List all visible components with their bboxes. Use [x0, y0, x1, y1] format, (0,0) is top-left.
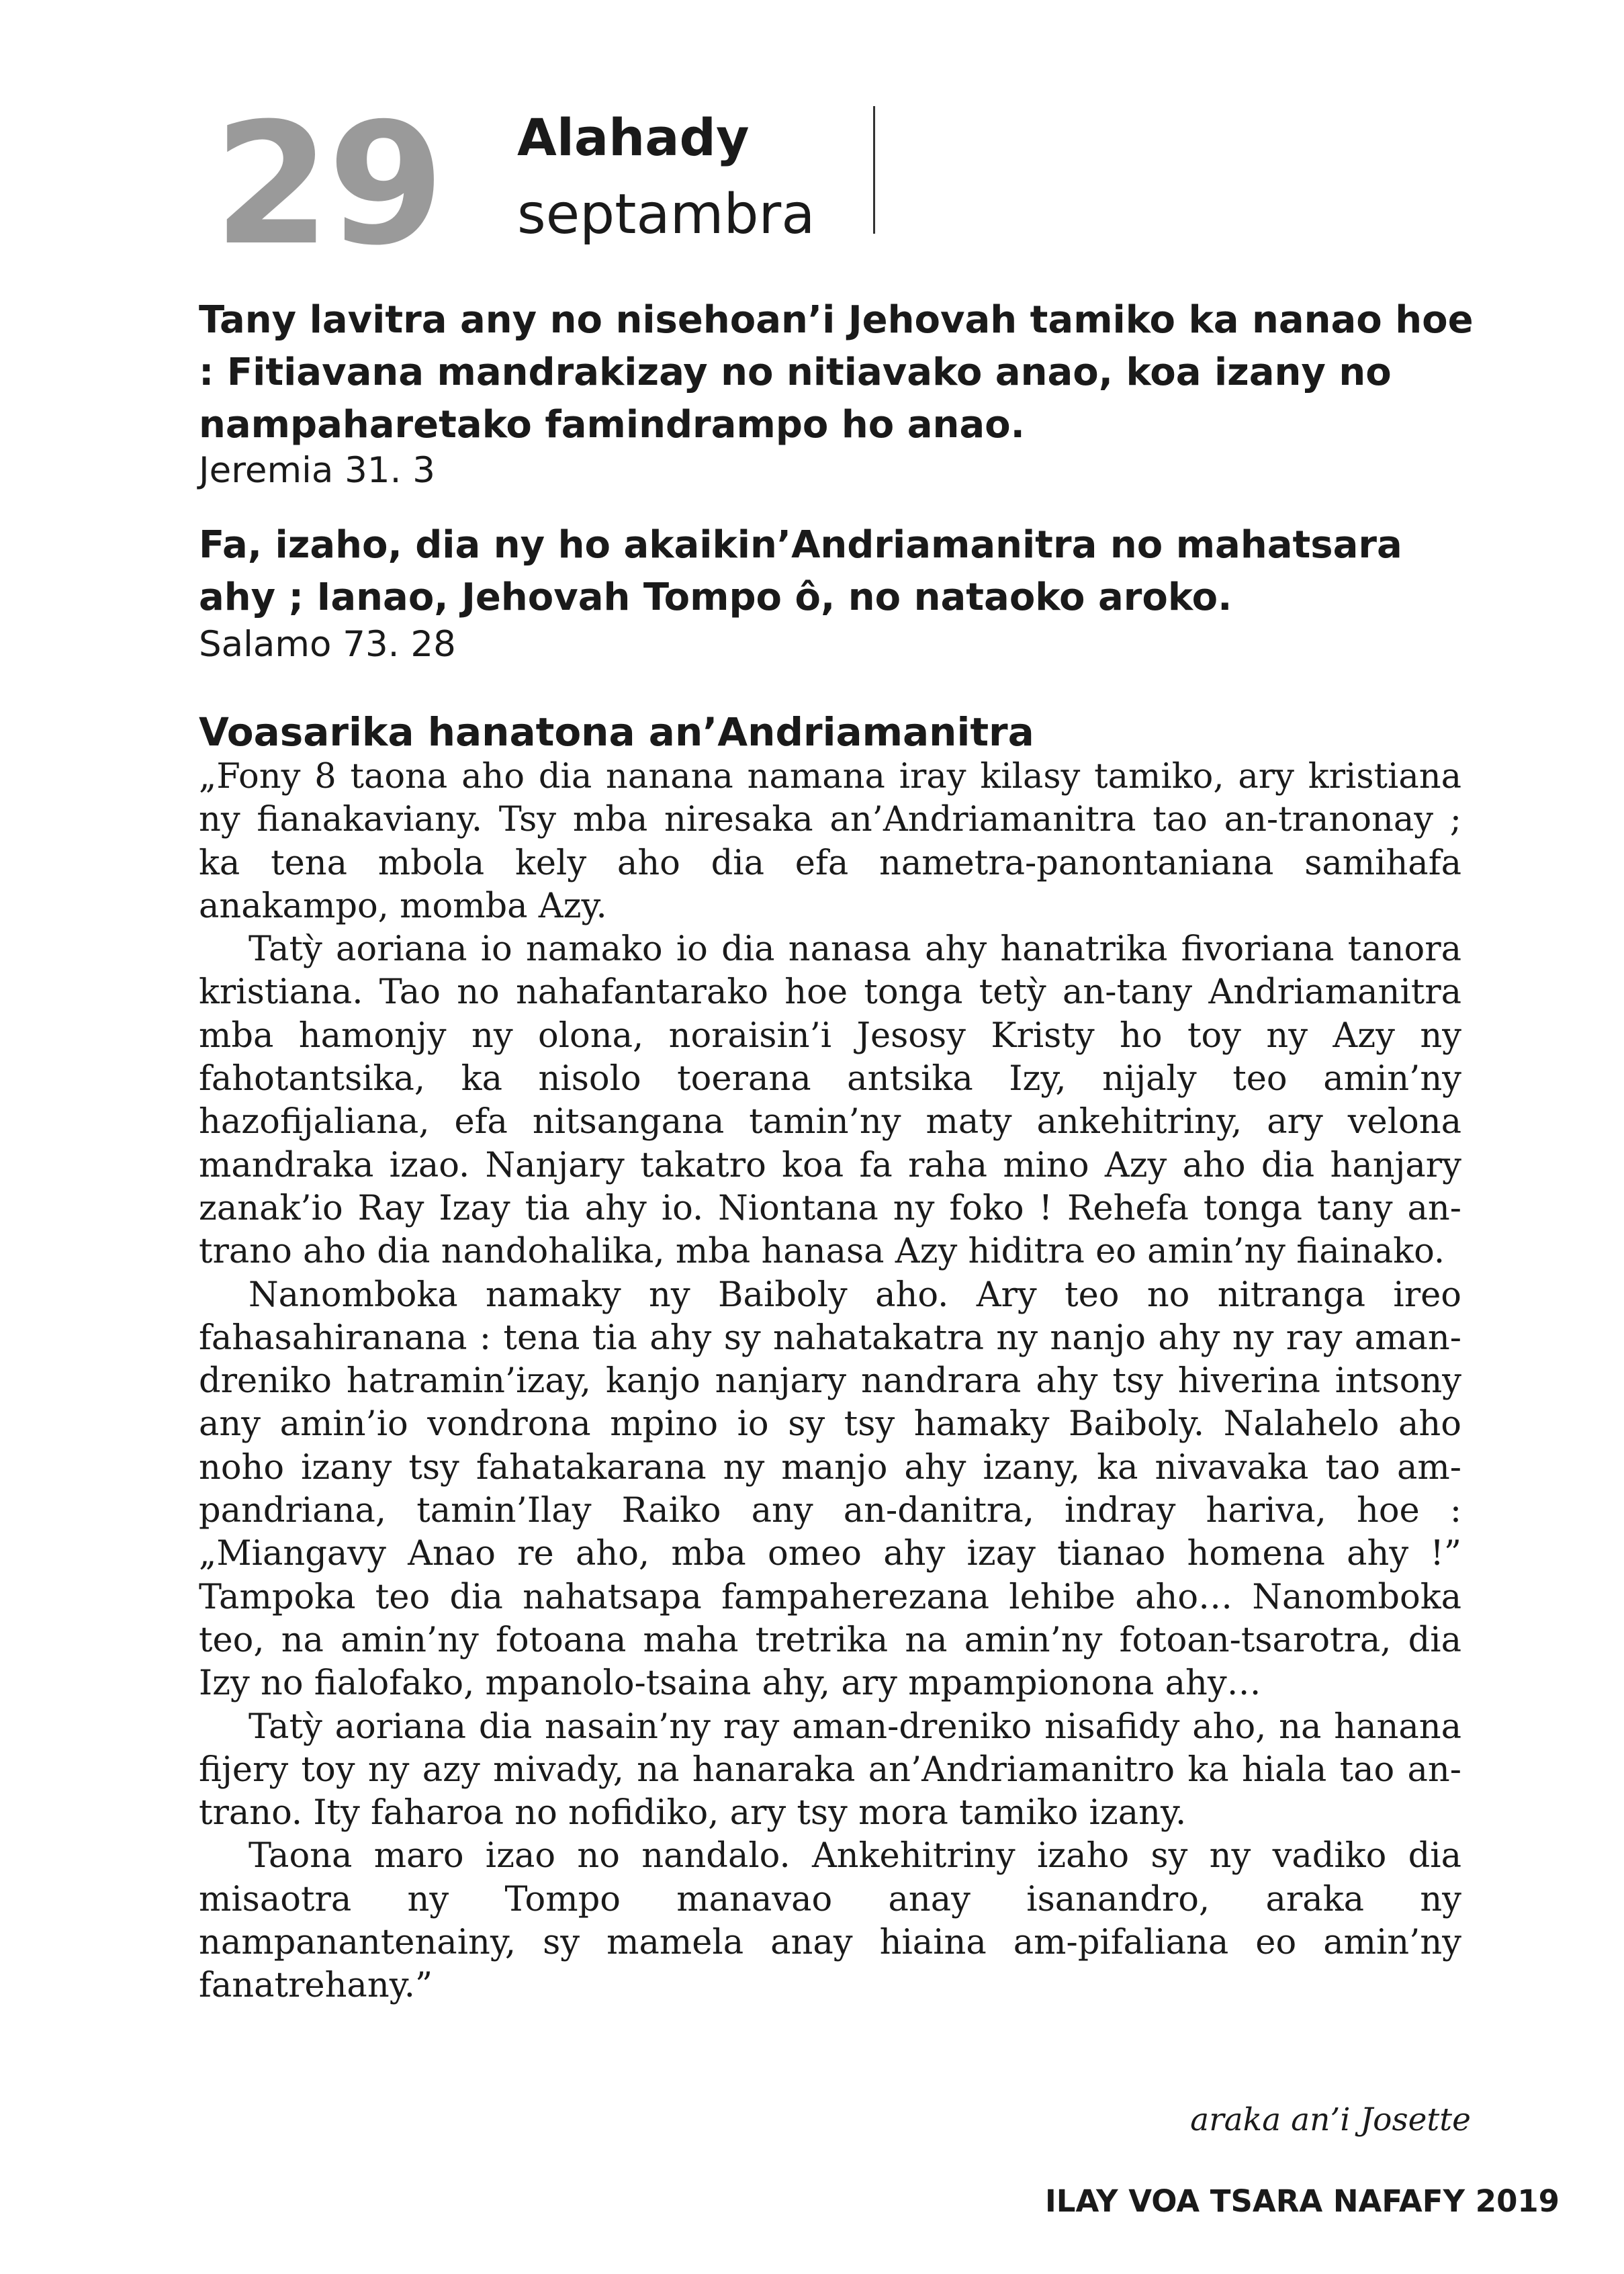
- day-number: 29: [214, 87, 442, 282]
- header-divider: [873, 106, 875, 234]
- article-body: [199, 756, 1461, 2008]
- article-paragraph: Nanomboka namaky ny Baiboly aho. Ary teo no nitranga ireo fahasahiranana : tena tia ahy sy nahatakatra ny nanjo ahy ny ray aman-dreniko hatramin’izay, kanjo nanjary nandrara ahy tsy hiverina intsony any amin’io vondrona mpino io sy tsy hamaky Baiboly. Nalahelo aho noho izany tsy fahatakarana ny manjo ahy izany, ka nivavaka tao am-pandriana, tamin’Ilay Raiko any an-danitra, indray hariva, hoe : „Miangavy Anao re aho, mba omeo ahy izay tianao homena ahy !” Tampoka teo dia nahatsapa fampaherezana lehibe aho… Nanomboka teo, na amin’ny fotoana maha tretrika na amin’ny fotoan-tsarotra, dia Izy no fialofako, mpanolo-tsaina ahy, ary mpampionona ahy…: [199, 1275, 1461, 1704]
- weekday: Alahady: [517, 107, 750, 167]
- article-paragraph: Taona maro izao no nandalo. Ankehitriny izaho sy ny vadiko dia misaotra ny Tompo manavao anay isanandro, araka ny nampanantenainy, sy mamela anay hiaina am-pifaliana eo amin’ny fanatrehany.”: [199, 1836, 1461, 2006]
- article-paragraph: Tatỳ aoriana dia nasain’ny ray aman-dreniko nisafidy aho, na hanana fijery toy ny azy mivady, na hanaraka an’Andriamanitro ka hiala tao an-trano. Ity faharoa no nofidiko, ary tsy mora tamiko izany.: [199, 1707, 1461, 1833]
- footer-title: ILAY VOA TSARA NAFAFY 2019: [1045, 2183, 1560, 2219]
- article-paragraph: „Fony 8 taona aho dia nanana namana iray kilasy tamiko, ary kristiana ny fianakaviany. Tsy mba niresaka an’Andriamanitra tao an-tranonay ; ka tena mbola kely aho dia efa nametra-panontaniana samihafa anakampo, momba Azy.: [199, 757, 1461, 926]
- verse-text-1: Tany lavitra any no nisehoan’i Jehovah tamiko ka nanao hoe : Fitiavana mandrakizay no nitiavako anao, koa izany no nampaharetako famindrampo ho anao.: [199, 298, 1474, 447]
- article-paragraph: Tatỳ aoriana io namako io dia nanasa ahy hanatrika fivoriana tanora kristiana. Tao no nahafantarako hoe tonga tetỳ an-tany Andriamanitra mba hamonjy ny olona, noraisin’i Jesosy Kristy ho toy ny Azy ny fahotantsika, ka nisolo toerana antsika Izy, nijaly teo amin’ny hazofijaliana, efa nitsangana tamin’ny maty ankehitriny, ary velona mandraka izao. Nanjary takatro koa fa raha mino Azy aho dia hanjary zanak’io Ray Izay tia ahy io. Niontana ny foko ! Rehefa tonga tany an-trano aho dia nandohalika, mba hanasa Azy hiditra eo amin’ny fiainako.: [199, 929, 1461, 1272]
- month: septambra: [517, 183, 815, 246]
- article-author: araka an’i Josette: [1190, 2101, 1471, 2138]
- verse-reference-2: Salamo 73. 28: [199, 624, 456, 665]
- verse-text-2: Fa, izaho, dia ny ho akaikin’Andriamanitra no mahatsara ahy ; Ianao, Jehovah Tompo ô, no nataoko aroko.: [199, 523, 1402, 619]
- verse-reference-1: Jeremia 31. 3: [199, 450, 436, 491]
- article-title: Voasarika hanatona an’Andriamanitra: [199, 709, 1034, 755]
